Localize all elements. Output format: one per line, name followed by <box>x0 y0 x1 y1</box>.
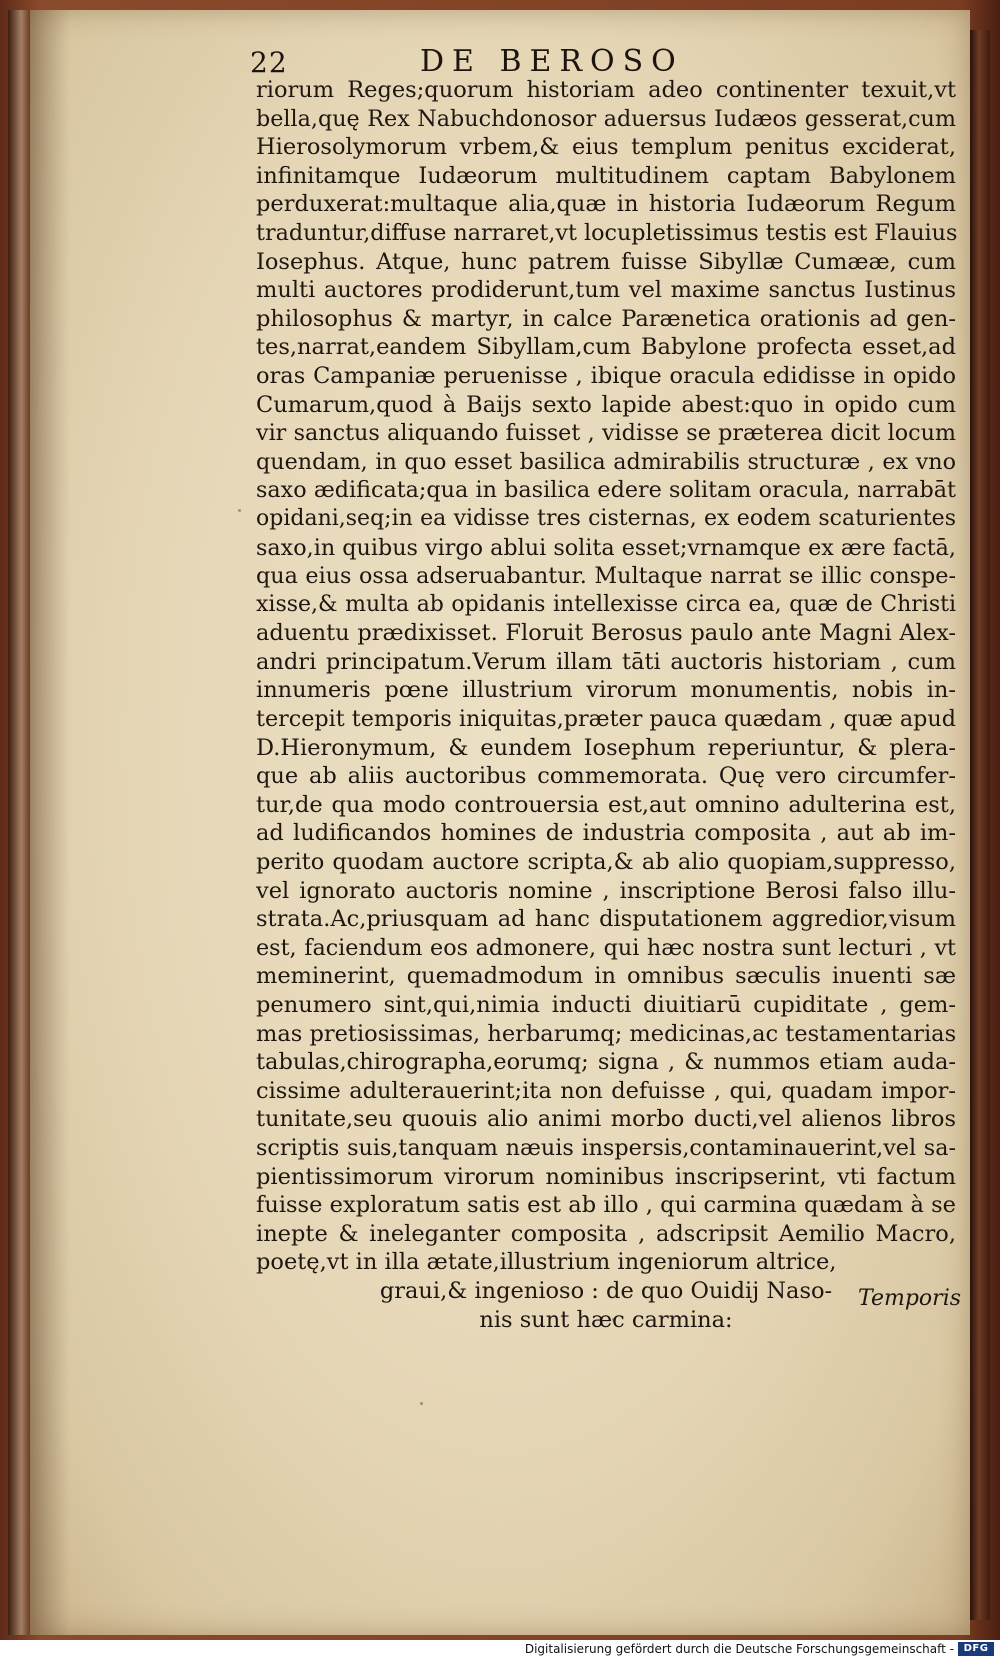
text-line: tes,narrat,eandem Sibyllam,cum Babylone profecta esset,ad <box>256 334 956 361</box>
text-line: meminerint, quemadmodum in omnibus sæculis inuenti sæ <box>256 963 956 990</box>
text-line: Iosephus. Atque, hunc patrem fuisse Sibyllæ Cumææ, cum <box>256 248 956 275</box>
text-line: oras Campaniæ peruenisse , ibique oracula edidisse in opido <box>256 362 956 389</box>
text-line: opidani,seq;in ea vidisse tres cisternas, ex eodem scaturientes <box>256 505 956 531</box>
text-line: qua eius ossa adseruabantur. Multaque narrat se illic conspe- <box>256 563 956 590</box>
ink-speck <box>420 1402 423 1405</box>
text-line: aduentu prædixisset. Floruit Berosus paulo ante Magni Alex- <box>256 620 956 647</box>
text-line: philosophus & martyr, in calce Parænetica orationis ad gen- <box>256 305 956 332</box>
text-line: tercepit temporis iniquitas,præter pauca quædam , quæ apud <box>256 706 956 733</box>
text-line: strata.Ac,priusquam ad hanc disputationem aggredior,visum <box>256 906 956 933</box>
text-line: quendam, in quo esset basilica admirabilis structuræ , ex vno <box>256 448 956 475</box>
text-line: nis sunt hæc carmina: <box>479 1306 733 1333</box>
text-line: traduntur,diffuse narraret,vt locupletissimus testis est Flauius <box>256 219 958 246</box>
text-line: graui,& ingenioso : de quo Ouidij Naso- <box>379 1277 833 1304</box>
previous-page-edge <box>8 10 30 1635</box>
text-line: tur,de qua modo controuersia est,aut omnino adulterina est, <box>256 791 956 818</box>
text-line: tunitate,seu quouis alio animi morbo ducti,vel alienos libros <box>256 1106 956 1133</box>
text-line: vir sanctus aliquando fuisset , vidisse se præterea dicit locum <box>256 420 956 447</box>
text-line: ad ludificandos homines de industria composita , aut ab im- <box>256 820 956 847</box>
text-line: xisse,& multa ab opidanis intellexisse circa ea, quæ de Christi <box>256 591 956 617</box>
text-line: inepte & ineleganter composita , adscripsit Aemilio Macro, <box>256 1220 956 1247</box>
text-line: perito quodam auctore scripta,& ab alio quopiam,suppresso, <box>256 849 956 876</box>
text-line: D.Hieronymum, & eundem Iosephum reperiuntur, & plera- <box>256 734 956 761</box>
ink-speck <box>238 509 241 512</box>
text-line: innumeris pœne illustrium virorum monumentis, nobis in- <box>256 677 956 704</box>
text-line: bella,quę Rex Nabuchdonosor aduersus Iudæos gesserat,cum <box>256 105 956 132</box>
text-line: Hierosolymorum vrbem,& eius templum penitus exciderat, <box>256 134 956 161</box>
text-line: mas pretiosissimas, herbarumq; medicinas,ac testamentarias <box>256 1020 957 1047</box>
text-line: andri principatum.Verum illam tāti auctoris historiam , cum <box>256 648 956 675</box>
text-line: vel ignorato auctoris nomine , inscriptione Berosi falso illu- <box>256 877 956 904</box>
text-line: fuisse exploratum satis est ab illo , qui carmina quædam à se <box>256 1192 956 1219</box>
text-line: Cumarum,quod à Baijs sexto lapide abest:quo in opido cum <box>256 391 956 418</box>
running-title: DE BEROSO <box>420 44 684 79</box>
text-line: riorum Reges;quorum historiam adeo continenter texuit,vt <box>256 77 956 103</box>
text-line: multi auctores prodiderunt,tum vel maxime sanctus Iustinus <box>256 277 956 304</box>
catchword: Temporis <box>858 1286 962 1311</box>
text-line: cissime adulterauerint;ita non defuisse , qui, quadam impor- <box>256 1077 956 1104</box>
digitization-credit: Digitalisierung gefördert durch die Deutsche Forschungsgemeinschaft - <box>524 1642 954 1656</box>
text-line: perduxerat:multaque alia,quæ in historia Iudæorum Regum <box>256 191 956 218</box>
text-line: tabulas,chirographa,eorumq; signa , & nummos etiam auda- <box>256 1049 956 1076</box>
text-line: penumero sint,qui,nimia inducti diuitiarū cupiditate , gem- <box>256 992 956 1018</box>
spine-shadow <box>30 10 70 1635</box>
dfg-logo: DFG <box>958 1642 994 1656</box>
body-text <box>256 76 956 1334</box>
text-line: saxo ædificata;qua in basilica edere solitam oracula, narrabāt <box>256 477 956 504</box>
text-line: scriptis suis,tanquam næuis inspersis,contaminauerint,vel sa- <box>256 1134 956 1161</box>
page-edge-right <box>970 30 990 1620</box>
text-line: pientissimorum virorum nominibus inscripserint, vti factum <box>256 1163 956 1190</box>
folio-number: 22 <box>250 46 288 79</box>
text-line: poetę,vt in illa ætate,illustrium ingeniorum altrice, <box>256 1249 837 1276</box>
text-line: infinitamque Iudæorum multitudinem captam Babylonem <box>256 162 956 189</box>
text-line: que ab aliis auctoribus commemorata. Quę vero circumfer- <box>256 763 956 790</box>
text-line: est, faciendum eos admonere, qui hæc nostra sunt lecturi , vt <box>256 934 956 961</box>
text-line: saxo,in quibus virgo ablui solita esset;vrnamque ex ære factā, <box>256 534 956 561</box>
